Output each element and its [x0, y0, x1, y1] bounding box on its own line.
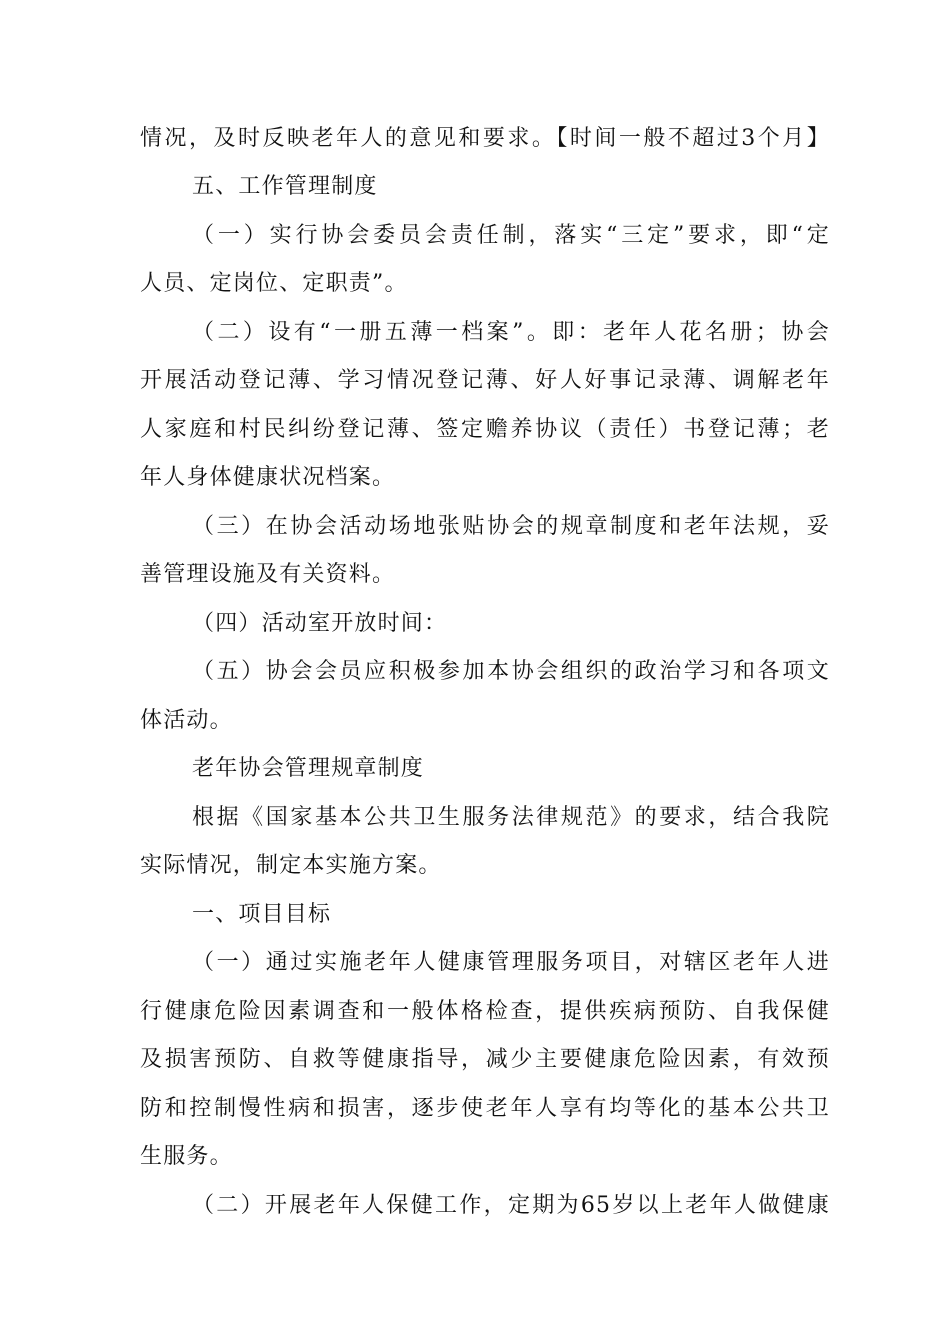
- paragraph-line: 防和控制慢性病和损害，逐步使老年人享有均等化的基本公共卫: [140, 1096, 830, 1121]
- paragraph-line: 体活动。: [140, 708, 233, 733]
- paragraph-line: （二）设有“一册五薄一档案”。即：老年人花名册；协会: [192, 320, 830, 345]
- paragraph-line: 根据《国家基本公共卫生服务法律规范》的要求，结合我院: [192, 805, 830, 830]
- section-heading: 一、项目目标: [192, 902, 332, 927]
- section-heading: 五、工作管理制度: [192, 174, 378, 199]
- paragraph-line: （三）在协会活动场地张贴协会的规章制度和老年法规，妥: [192, 514, 830, 539]
- paragraph-line: 人家庭和村民纠纷登记薄、签定赡养协议（责任）书登记薄；老: [140, 417, 830, 442]
- paragraph-line: 开展活动登记薄、学习情况登记薄、好人好事记录薄、调解老年: [140, 368, 830, 393]
- paragraph-line: （一）通过实施老年人健康管理服务项目，对辖区老年人进: [192, 950, 830, 975]
- paragraph-line: （四）活动室开放时间：: [192, 611, 448, 636]
- section-heading: 老年协会管理规章制度: [192, 756, 425, 781]
- paragraph-line: 行健康危险因素调查和一般体格检查，提供疾病预防、自我保健: [140, 999, 830, 1024]
- paragraph-line: 实际情况，制定本实施方案。: [140, 853, 442, 878]
- paragraph-line: （五）协会会员应积极参加本协会组织的政治学习和各项文: [192, 659, 830, 684]
- paragraph-line: 生服务。: [140, 1144, 233, 1169]
- paragraph-line: 人员、定岗位、定职责”。: [140, 271, 408, 296]
- paragraph-line: 情况，及时反映老年人的意见和要求。【时间一般不超过3个月】: [140, 126, 830, 151]
- paragraph-line: 年人身体健康状况档案。: [140, 465, 396, 490]
- paragraph-line: （二）开展老年人保健工作，定期为65岁以上老年人做健康: [192, 1193, 830, 1218]
- paragraph-line: 善管理设施及有关资料。: [140, 562, 396, 587]
- paragraph-line: （一）实行协会委员会责任制，落实“三定”要求，即“定: [192, 223, 830, 248]
- paragraph-line: 及损害预防、自救等健康指导，减少主要健康危险因素，有效预: [140, 1047, 830, 1072]
